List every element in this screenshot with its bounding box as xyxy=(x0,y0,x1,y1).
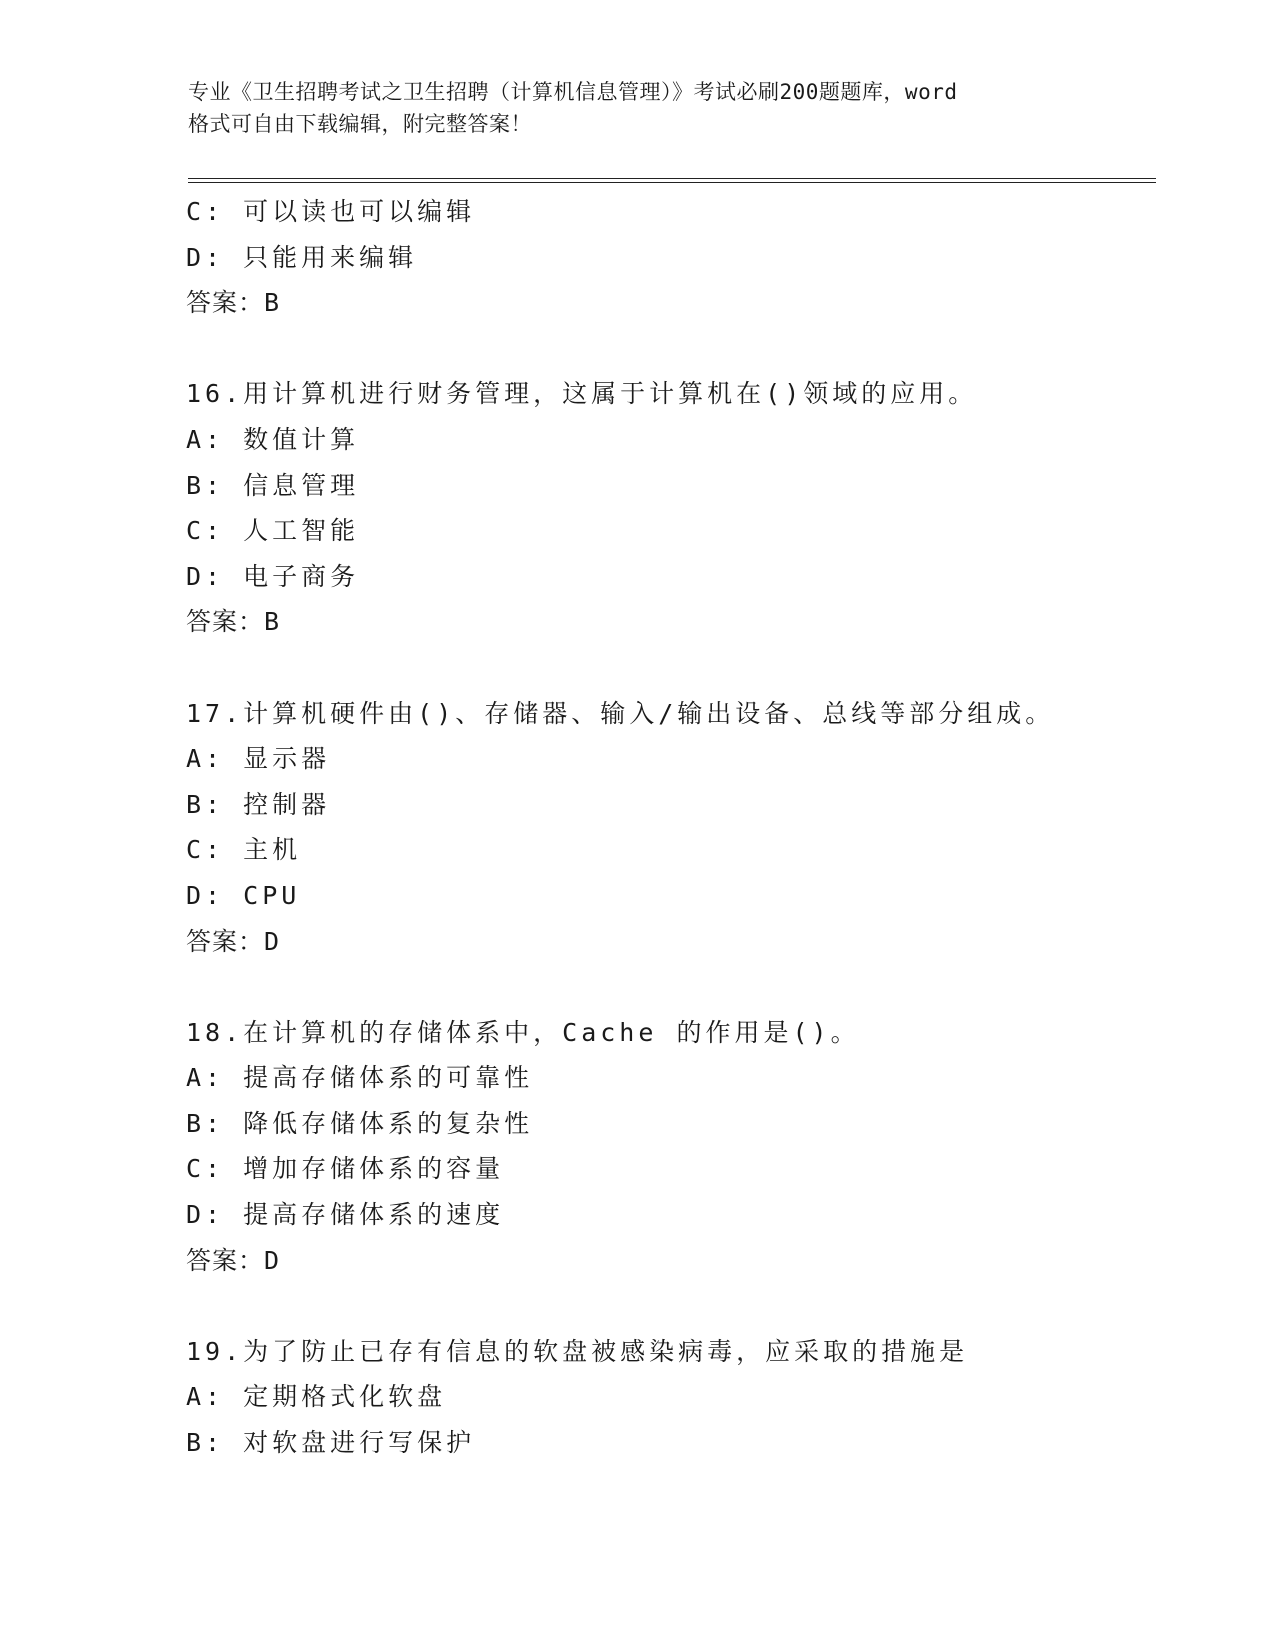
answer-line: 答案：D xyxy=(186,1245,281,1275)
question-17 xyxy=(186,691,1146,965)
option-a: A: 数值计算 xyxy=(186,424,360,454)
option-b: B: 降低存储体系的复杂性 xyxy=(186,1108,534,1138)
option-c: C: 可以读也可以编辑 xyxy=(186,197,476,226)
option-a: A: 显示器 xyxy=(186,744,331,774)
option-c: C: 增加存储体系的容量 xyxy=(186,1154,505,1184)
document-header xyxy=(188,76,1088,140)
question-stem: 16.用计算机进行财务管理，这属于计算机在()领域的应用。 xyxy=(186,379,978,409)
answer-line: 答案：B xyxy=(186,288,281,318)
option-d: D: 只能用来编辑 xyxy=(186,242,418,272)
answer-line: 答案：B xyxy=(186,607,281,637)
option-b: B: 对软盘进行写保护 xyxy=(186,1428,476,1458)
header-divider xyxy=(188,178,1156,183)
question-18 xyxy=(186,1010,1146,1284)
question-stem: 19.为了防止已存有信息的软盘被感染病毒，应采取的措施是 xyxy=(186,1336,969,1366)
header-title-line-1: 专业《卫生招聘考试之卫生招聘（计算机信息管理）》考试必刷200题题库，word xyxy=(188,80,958,104)
option-d: D: 电子商务 xyxy=(186,561,360,591)
option-d: D: CPU xyxy=(186,880,301,910)
option-b: B: 信息管理 xyxy=(186,470,360,500)
option-a: A: 提高存储体系的可靠性 xyxy=(186,1063,534,1093)
question-15-continued xyxy=(186,189,1146,326)
header-title-line-2: 格式可自由下载编辑，附完整答案！ xyxy=(188,112,532,136)
option-a: A: 定期格式化软盘 xyxy=(186,1382,447,1412)
question-stem: 17.计算机硬件由()、存储器、输入/输出设备、总线等部分组成。 xyxy=(186,698,1055,728)
answer-line: 答案：D xyxy=(186,926,281,956)
option-b: B: 控制器 xyxy=(186,789,331,819)
option-d: D: 提高存储体系的速度 xyxy=(186,1200,505,1230)
question-list xyxy=(186,189,1146,1466)
question-stem: 18.在计算机的存储体系中，Cache 的作用是()。 xyxy=(186,1017,860,1047)
question-19 xyxy=(186,1329,1146,1466)
question-16 xyxy=(186,371,1146,645)
option-c: C: 主机 xyxy=(186,835,302,865)
option-c: C: 人工智能 xyxy=(186,516,360,546)
